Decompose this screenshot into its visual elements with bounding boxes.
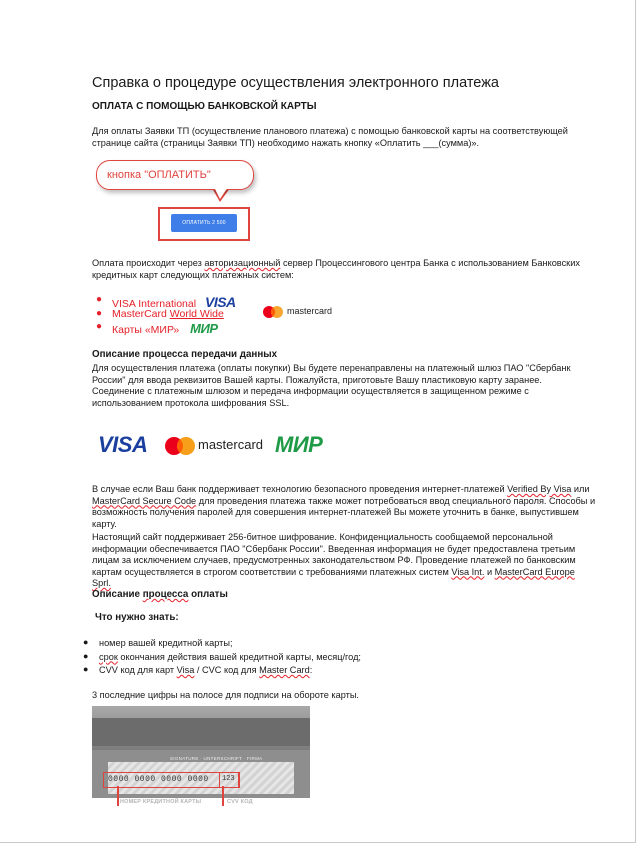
mastercard-logo-small — [262, 304, 342, 325]
list-item-mastercard: ● MasterCard World Wide — [96, 308, 224, 320]
cvv-label: CVV КОД — [227, 799, 253, 805]
list-item-mir: ● Карты «МИР» МИР — [96, 321, 218, 336]
need-list — [83, 637, 361, 677]
card-number-label: НОМЕР КРЕДИТНОЙ КАРТЫ — [120, 799, 202, 805]
need-to-know-heading: Что нужно знать: — [95, 612, 179, 623]
list-item: ● срок окончания действия вашей кредитной карты, месяц/год; — [83, 650, 361, 662]
mastercard-wordmark: mastercard — [287, 306, 333, 316]
payment-line: Оплата происходит через авторизационный сервер Процессингового центра Банка с использованием Банковских — [92, 258, 580, 268]
list-item: ● номер вашей кредитной карты; — [83, 637, 233, 648]
verified-paragraph: В случае если Ваш банк поддерживает технологию безопасного проведения интернет-платежей Verified By Visa или MasterCard Secure Code для проведения платежа также может потребоваться ввод специального пароля. Способы и возможность получения паролей для совершения интернет-платежей Вы можете уточнить в банке, выпустившем карту. — [92, 484, 596, 529]
callout-tail-inner — [214, 187, 228, 199]
visa-logo: VISA — [204, 294, 236, 310]
bullet: ● — [96, 308, 103, 319]
callout-bubble: кнопка "ОПЛАТИТЬ" — [96, 160, 254, 190]
section-heading-payment-process: Описание процесса оплаты — [92, 589, 228, 600]
intro-paragraph — [92, 126, 602, 149]
intro-line: странице сайта (страницы Заявки ТП) необходимо нажать кнопку «Оплатить ___(сумма)». — [92, 137, 480, 148]
signature-label: SIGNATURE · UNTERSCHRIFT · FIRMA — [170, 756, 263, 761]
cvv-code: 123 — [222, 775, 235, 783]
bullet: ● — [96, 294, 103, 305]
mir-logo-large: МИР — [275, 432, 323, 457]
mastercard-icon-large — [164, 435, 196, 457]
list-item-visa: ● VISA International VISA — [96, 294, 236, 310]
intro-line: Для оплаты Заявки ТП (осуществление планового платежа) с помощью банковской карты на соответствующей — [92, 126, 568, 136]
card-number: 0000 0000 0000 0000 — [108, 775, 209, 784]
mir-logo: МИР — [190, 321, 218, 336]
bullet: ● — [96, 321, 103, 332]
pay-button-screenshot — [92, 152, 270, 244]
encryption-paragraph: Настоящий сайт поддерживает 256-битное шифрование. Конфиденциальность сообщаемой персональной информации обеспечивается ПАО "Сбербанк России". Введенная информация не будет предоставлена третьим лицам за исключением случаев, предусмотренных законодательством РФ. Проведение платежей по банковским картам осуществляется в строгом соответствии с требованиями платежных систем Visa Int. и MasterCard Europe Sprl. — [92, 532, 576, 588]
magnetic-stripe — [92, 718, 310, 746]
section-heading-card-payment: ОПЛАТА С ПОМОЩЬЮ БАНКОВСКОЙ КАРТЫ — [92, 101, 317, 112]
section-heading-data-transfer: Описание процесса передачи данных — [92, 349, 278, 360]
pay-button[interactable]: ОПЛАТИТЬ 2 500 — [171, 214, 237, 232]
digits-note: 3 последние цифры на полосе для подписи на обороте карты. — [92, 690, 359, 700]
card-back-image — [92, 706, 310, 798]
payment-systems-paragraph — [92, 258, 602, 281]
payment-line: кредитных карт следующих платежных систем: — [92, 269, 294, 280]
visa-logo-large: VISA — [98, 432, 148, 457]
transfer-paragraph: Для осуществления платежа (оплаты покупки) Вы будете перенаправлены на платежный шлюз ПАО "Сбербанк России" для ввода реквизитов Вашей карты. Пожалуйста, приготовьте Вашу пластиковую карту заранее. Соединение с платежным шлюзом и передача информации осуществляется в защищенном режиме с использованием протокола шифрования SSL. — [92, 363, 571, 408]
list-item: ● CVV код для карт Visa / CVC код для Master Card: — [83, 664, 313, 675]
payment-logos-banner — [92, 418, 336, 476]
page-title: Справка о процедуре осуществления электронного платежа — [92, 75, 499, 91]
pointer-line-number — [117, 786, 119, 806]
mastercard-wordmark-large: mastercard — [198, 437, 264, 452]
pointer-line-cvv — [222, 786, 224, 806]
